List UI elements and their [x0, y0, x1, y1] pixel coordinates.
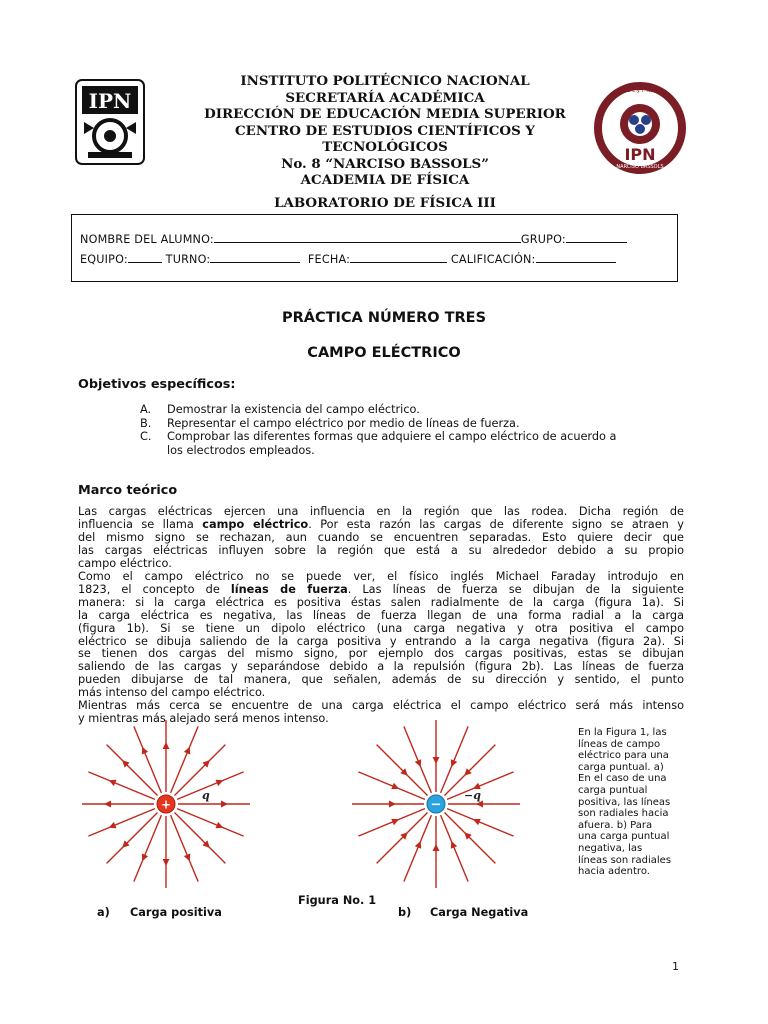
header-line: SECRETARÍA ACADÉMICA — [285, 89, 485, 106]
positive-field-arrow — [104, 801, 111, 808]
theory-line: Mientras más cerca se encuentre de una carga eléctrica el campo eléctrico será más intenso — [78, 699, 684, 713]
negative-charge-diagram — [330, 718, 540, 894]
objective-key — [140, 444, 167, 458]
caption-b-key: b) — [398, 906, 412, 919]
negative-field-line — [377, 745, 428, 796]
positive-field-line — [174, 812, 225, 863]
positive-charge-diagram — [60, 718, 270, 894]
theory-line: se tienen dos cargas del mismo signo, por ejemplo dos cargas positivas, estas se dibujan — [78, 647, 684, 661]
note-line: una carga puntual — [578, 831, 670, 843]
theory-line: saliendo de las cargas y separándose debido a la repulsión (figura 2b). Las líneas de fuerza — [78, 660, 684, 674]
theory-text: 1823, el concepto de — [78, 582, 231, 596]
theory-line: más intenso del campo eléctrico. — [78, 686, 266, 700]
header-line: INSTITUTO POLITÉCNICO NACIONAL — [240, 73, 530, 89]
theory-line: las cargas eléctricas influyen sobre la región que está a su alrededor debido a su propio — [78, 543, 684, 557]
topic-title: CAMPO ELÉCTRICO — [307, 345, 461, 361]
theory-line: Como el campo eléctrico no se puede ver, el físico inglés Michael Faraday introdujo en — [78, 569, 684, 583]
theory-bold: líneas de fuerza — [230, 582, 348, 596]
cecyt-logo-ipn-text: IPN — [624, 145, 656, 164]
negative-field-arrow — [389, 801, 396, 808]
negative-field-arrow — [433, 844, 440, 851]
negative-field-line — [358, 809, 425, 837]
student-info-box — [71, 214, 678, 282]
nombre-label: NOMBRE DEL ALUMNO: — [80, 233, 214, 246]
objective-key: A. — [140, 403, 152, 416]
header-line: No. 8 “NARCISO BASSOLS” — [281, 155, 489, 172]
note-line: líneas de campo — [578, 738, 661, 750]
positive-charge-label: q — [202, 789, 210, 802]
positive-field-line — [174, 745, 225, 796]
header-line: TECNOLÓGICOS — [322, 139, 448, 155]
theory-line: la carga eléctrica es negativa, las líneas de fuerza llegan de una forma radial a la carga — [78, 608, 684, 622]
page-number: 1 — [672, 960, 679, 973]
negative-sign: − — [430, 797, 442, 813]
theory-heading: Marco teórico — [78, 483, 178, 498]
ipn-logo-text: IPN — [88, 89, 132, 113]
negative-field-line — [444, 812, 495, 863]
theory-line: y mientras más alejado será menos intenso. — [78, 712, 329, 726]
note-line: positiva, las líneas — [578, 796, 671, 808]
calificacion-label: CALIFICACIÓN: — [450, 253, 536, 266]
negative-field-line — [447, 809, 514, 837]
lab-name: LABORATORIO DE FÍSICA III — [274, 194, 496, 211]
form-row-2 — [80, 251, 616, 266]
header-line: DIRECCIÓN DE EDUCACIÓN MEDIA SUPERIOR — [204, 106, 566, 122]
negative-field-line — [358, 772, 425, 800]
note-line: En la Figura 1, las — [578, 727, 667, 738]
ipn-logo — [70, 78, 150, 170]
positive-field-line — [107, 812, 158, 863]
negative-charge-label: −q — [464, 789, 481, 802]
theory-line: pueden dibujarse de tal manera, que señalen, además de su dirección y sentido, el punto — [78, 673, 684, 687]
turno-label: TURNO: — [165, 253, 211, 266]
theory-line: (figura 1b). Si se tiene un dipolo eléctrico (una carga negativa y otra positiva el campo — [78, 621, 684, 635]
figure-title: Figura No. 1 — [298, 894, 377, 907]
objective-text: los electrodos empleados. — [167, 443, 315, 457]
objectives-heading: Objetivos específicos: — [78, 377, 236, 392]
grupo-label: GRUPO: — [520, 233, 566, 246]
theory-line: manera: si la carga eléctrica es positiva éstas salen radialmente de la carga (figura 1a). Si — [78, 595, 684, 609]
theory-line — [78, 584, 684, 597]
note-line: negativa, las — [578, 842, 643, 854]
theory-line: del mismo signo se rechazan, aun cuando se encuentren separadas. Esto quiere decir que — [78, 530, 684, 544]
caption-a-label: Carga positiva — [130, 906, 222, 919]
header-line: ACADEMIA DE FÍSICA — [300, 172, 470, 188]
note-line: hacia adentro. — [578, 866, 650, 878]
positive-sign: + — [160, 797, 172, 812]
objective-item — [140, 430, 700, 444]
positive-field-line — [171, 815, 199, 882]
theory-line: campo eléctrico. — [78, 556, 172, 570]
caption-b-label: Carga Negativa — [430, 906, 529, 919]
grupo-field[interactable] — [566, 231, 627, 243]
nombre-field[interactable] — [214, 231, 521, 243]
negative-field-line — [404, 815, 432, 882]
positive-field-arrow — [221, 801, 228, 808]
objective-text: Representar el campo eléctrico por medio de líneas de fuerza. — [167, 416, 520, 430]
figure-note — [578, 727, 718, 878]
objective-key: B. — [140, 416, 152, 430]
fecha-label: FECHA: — [307, 253, 351, 266]
negative-field-line — [404, 726, 432, 793]
positive-field-line — [177, 809, 244, 837]
note-line: son radiales hacia — [578, 808, 669, 820]
positive-field-line — [177, 772, 244, 800]
theory-line: Las cargas eléctricas ejercen una influencia en la región que las rodea. Dicha región de — [78, 505, 684, 518]
positive-field-line — [88, 772, 155, 800]
equipo-label: EQUIPO: — [80, 253, 128, 266]
objective-item — [140, 417, 700, 431]
note-line: eléctrico para una — [578, 750, 669, 762]
negative-field-arrow — [433, 757, 440, 764]
institution-header — [150, 73, 620, 211]
note-line: afuera. b) Para — [578, 819, 653, 831]
form-row-1 — [80, 231, 627, 246]
negative-field-line — [377, 812, 428, 863]
positive-field-line — [171, 726, 199, 793]
objective-text: Demostrar la existencia del campo eléctrico. — [167, 403, 420, 416]
objective-text: Comprobar las diferentes formas que adquiere el campo eléctrico de acuerdo a — [167, 430, 617, 443]
theory-body — [78, 506, 684, 726]
positive-field-arrow — [163, 742, 170, 749]
note-line: líneas son radiales — [578, 854, 672, 866]
negative-field-line — [441, 726, 469, 793]
positive-field-line — [88, 809, 155, 837]
fecha-field[interactable] — [350, 251, 447, 263]
turno-field[interactable] — [210, 251, 300, 263]
theory-text: . Por esta razón las cargas de diferente signo se atraen y — [308, 517, 684, 531]
header-line: CENTRO DE ESTUDIOS CIENTÍFICOS Y — [235, 122, 535, 139]
calificacion-field[interactable] — [536, 251, 616, 263]
note-line: carga puntual. a) — [578, 761, 664, 773]
negative-field-line — [444, 745, 495, 796]
objective-item — [140, 444, 700, 458]
positive-field-arrow — [163, 859, 170, 866]
practice-title: PRÁCTICA NÚMERO TRES — [281, 310, 487, 326]
objective-item — [140, 403, 700, 417]
negative-field-line — [441, 815, 469, 882]
positive-field-line — [107, 745, 158, 796]
theory-text: influencia se llama — [78, 517, 203, 531]
cecyt-logo-top-text: C.E.C.y.T. No 8 — [622, 88, 658, 94]
equipo-field[interactable] — [128, 251, 162, 263]
theory-bold: campo eléctrico — [202, 517, 309, 531]
theory-line: eléctrico se dibuja saliendo de la carga positiva y entrando a la carga negativa (figura 2a). Si — [78, 634, 684, 648]
objective-key: C. — [140, 430, 152, 443]
theory-text: . Las líneas de fuerza se dibujan de la siguiente — [347, 582, 684, 596]
note-line: carga puntual — [578, 784, 648, 796]
theory-line — [78, 519, 684, 532]
positive-field-line — [134, 815, 162, 882]
positive-field-line — [134, 726, 162, 793]
note-line: En el caso de una — [578, 773, 667, 785]
objectives-list — [140, 403, 700, 457]
caption-a-key: a) — [97, 906, 110, 919]
cecyt-logo-ring-text: NARCISO BASSOLS — [616, 164, 664, 170]
